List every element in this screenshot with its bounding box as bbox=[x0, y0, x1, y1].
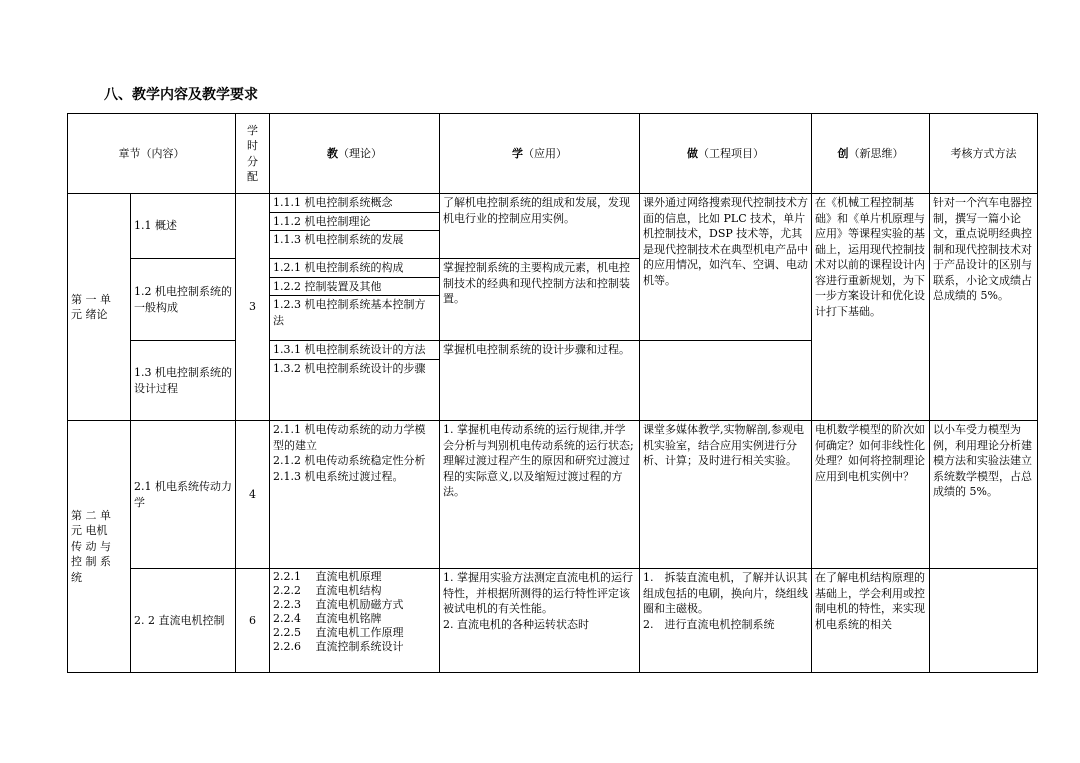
unit2-sec1-hours: 4 bbox=[236, 421, 270, 569]
unit1-sec1-topics bbox=[270, 194, 440, 259]
header-chapter: 章节（内容） bbox=[68, 114, 236, 194]
header-teach: 教（理论） bbox=[270, 114, 440, 194]
unit1-hours: 3 bbox=[236, 194, 270, 421]
unit1-sec1-title: 1.1 概述 bbox=[131, 194, 236, 259]
unit1-sec3-topics bbox=[270, 341, 440, 421]
unit1-title: 第 一 单 元 绪论 bbox=[68, 194, 131, 421]
unit2-sec2-create: 在了解电机结构原理的基础上，学会利用或控制电机的特性，来实现机电系统的相关 bbox=[812, 569, 930, 673]
header-do: 做（工程项目） bbox=[640, 114, 812, 194]
unit1-do-empty bbox=[640, 341, 812, 421]
unit2-sec2-assess bbox=[930, 569, 1038, 673]
unit2-title: 第 二 单 元 电机 传 动 与 控 制 系 统 bbox=[68, 421, 131, 673]
unit1-sec3-title: 1.3 机电控制系统的设计过程 bbox=[131, 341, 236, 421]
unit2-sec1-create: 电机数学模型的阶次如何确定？如何非线性化处理？如何将控制理论应用到电机实例中？ bbox=[812, 421, 930, 569]
list-item: 2.1.3 机电系统过渡过程。 bbox=[273, 469, 404, 483]
list-item: 1.3.1 机电控制系统设计的方法 bbox=[270, 341, 439, 359]
list-item: 1.1.3 机电控制系统的发展 bbox=[273, 233, 404, 246]
header-hours: 学 时 分 配 bbox=[236, 114, 270, 194]
header-row bbox=[68, 114, 1038, 194]
unit1-sec2-title: 1.2 机电控制系统的一般构成 bbox=[131, 259, 236, 341]
header-assess: 考核方式方法 bbox=[930, 114, 1038, 194]
list-item: 1.2.2 控制装置及其他 bbox=[270, 277, 439, 296]
unit2-sec1-topics bbox=[270, 421, 440, 569]
unit1-sec3-learn: 掌握机电控制系统的设计步骤和过程。 bbox=[440, 341, 640, 421]
list-item: 2.1.2 机电传动系统稳定性分析 bbox=[273, 454, 426, 467]
unit2-sec1-learn: 1. 掌握机电传动系统的运行规律,并学会分析与判别机电传动系统的运行状态;理解过渡过程产生的原因和研究过渡过程的实际意义,以及缩短过渡过程的方法。 bbox=[440, 421, 640, 569]
curriculum-table bbox=[67, 113, 1038, 673]
list-item: 1.2.1 机电控制系统的构成 bbox=[270, 259, 439, 277]
table-row bbox=[68, 194, 1038, 259]
unit1-sec2-topics bbox=[270, 259, 440, 341]
unit2-sec2-do: 1. 拆装直流电机，了解并认识其组成包括的电刷，换向片，绕组线圈和主磁极。 2. 进行直流电机控制系统 bbox=[640, 569, 812, 673]
list-item: 2.1.1 机电传动系统的动力学模型的建立 bbox=[273, 423, 426, 452]
unit1-do: 课外通过网络搜索现代控制技术方面的信息，比如 PLC 技术，单片机控制技术，DSP 技术等，尤其是现代控制技术在典型机电产品中的应用情况，如汽车、空调、电动机等。 bbox=[640, 194, 812, 341]
unit2-sec2-learn: 1. 掌握用实验方法测定直流电机的运行特性，并根据所测得的运行特性评定该被试电机的有关性能。 2. 直流电机的各种运转状态时 bbox=[440, 569, 640, 673]
unit1-sec1-learn: 了解机电控制系统的组成和发展，发现机电行业的控制应用实例。 bbox=[440, 194, 640, 259]
header-create: 创（新思维） bbox=[812, 114, 930, 194]
list-item: 1.2.3 机电控制系统基本控制方法 bbox=[273, 298, 426, 327]
header-learn: 学（应用） bbox=[440, 114, 640, 194]
unit2-sec1-do: 课堂多媒体教学,实物解剖,参观电机实验室，结合应用实例进行分析、计算；及时进行相关实验。 bbox=[640, 421, 812, 569]
list-item: 1.3.2 机电控制系统设计的步骤 bbox=[273, 361, 426, 375]
unit2-sec1-assess: 以小车受力模型为例，利用理论分析建模方法和实验法建立系统数学模型，占总成绩的 5%。 bbox=[930, 421, 1038, 569]
list-item: 1.1.2 机电控制理论 bbox=[270, 212, 439, 231]
unit1-assess: 针对一个汽车电器控制，撰写一篇小论文，重点说明经典控制和现代控制技术对于产品设计的区别与联系，小论文成绩占总成绩的 5%。 bbox=[930, 194, 1038, 421]
unit1-create: 在《机械工程控制基础》和《单片机原理与应用》等课程实验的基础上，运用现代控制技术对以前的课程设计内容进行重新规划，为下一步方案设计和优化设计打下基础。 bbox=[812, 194, 930, 421]
page-heading: 八、教学内容及教学要求 bbox=[104, 87, 258, 103]
unit2-sec1-title: 2.1 机电系统传动力学 bbox=[131, 421, 236, 569]
unit1-sec2-learn: 掌握控制系统的主要构成元素，机电控制技术的经典和现代控制方法和控制装置。 bbox=[440, 259, 640, 341]
unit2-sec2-title: 2. 2 直流电机控制 bbox=[131, 569, 236, 673]
table-row bbox=[68, 569, 1038, 673]
list-item: 1.1.1 机电控制系统概念 bbox=[270, 194, 439, 212]
unit2-sec2-topics: 2.2.1 直流电机原理 2.2.2 直流电机结构 2.2.3 直流电机励磁方式 2.2.4 直流电机铭牌 2.2.5 直流电机工作原理 2.2.6 直流控制系统设计 bbox=[270, 569, 440, 673]
unit2-sec2-hours: 6 bbox=[236, 569, 270, 673]
table-row bbox=[68, 421, 1038, 569]
